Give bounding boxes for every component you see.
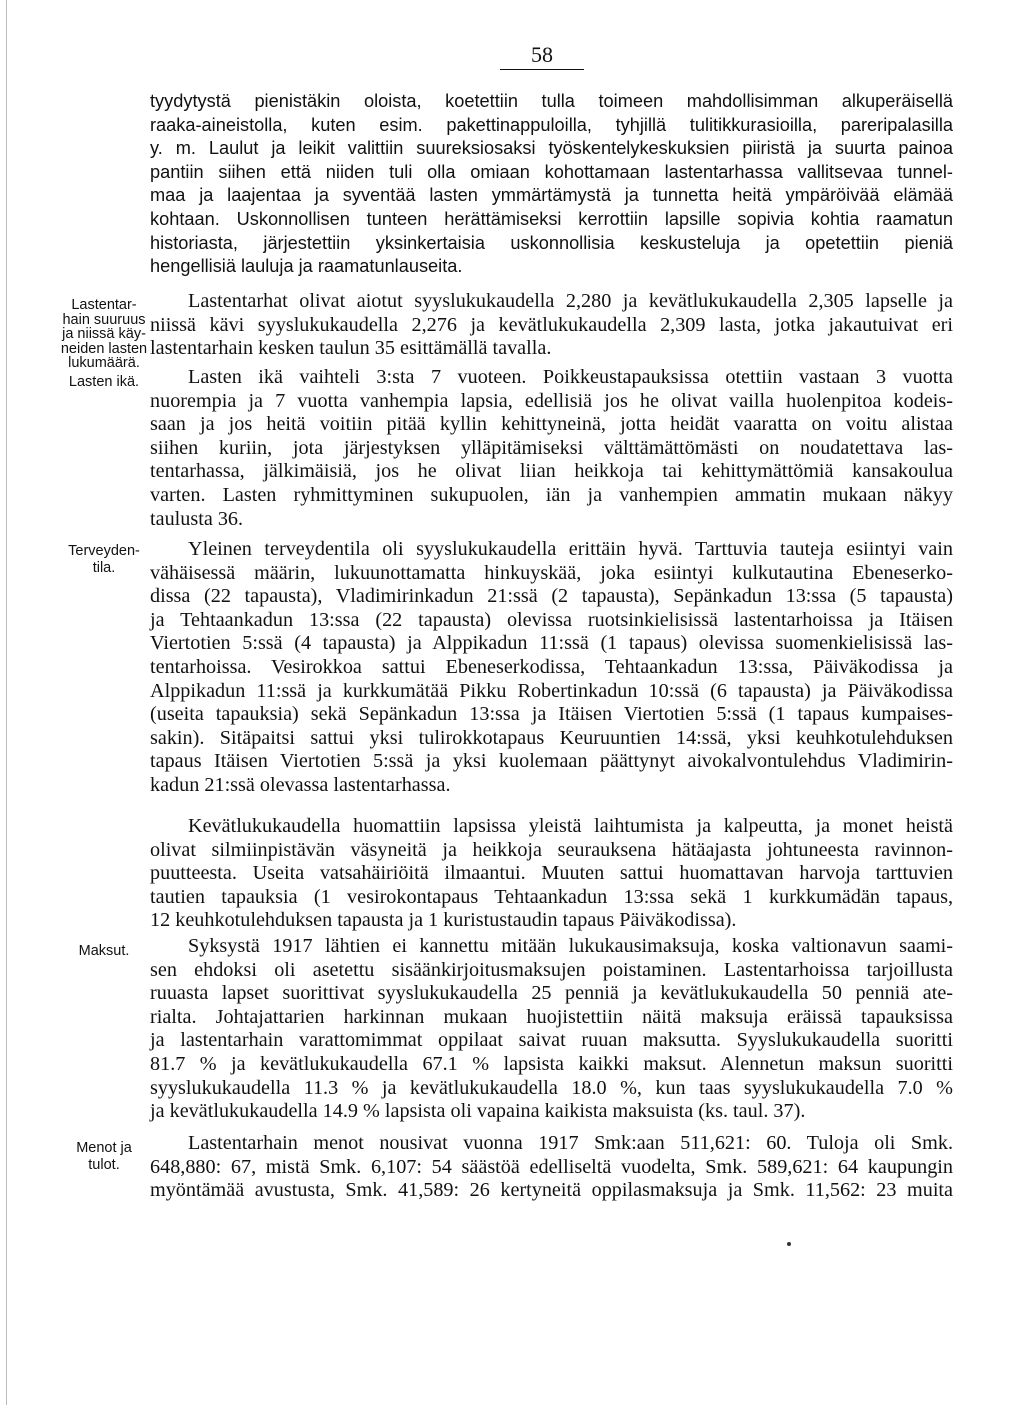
paragraph-expenses (150, 1132, 953, 1203)
text-line: myöntämää avustusta, Smk. 41,589: 26 kertyneitä oppilasmaksuja ja Smk. 11,562: 23 muita (150, 1179, 953, 1202)
paragraph-spring-health (150, 815, 953, 933)
text-line: niissä kävi syyslukukaudella 2,276 ja kevätlukukaudella 2,309 lasta, jotka jakautuivat eri (150, 313, 953, 336)
margin-note-line: lukumäärä. (68, 355, 140, 372)
text-line: rialta. Johtajattarien harkinnan mukaan huojistettiin näitä maksuja eräissä tapauksissa (150, 1005, 953, 1028)
paragraph-age (150, 366, 953, 531)
margin-note-maksut (54, 944, 154, 959)
text-line: Viertotien 5:ssä (4 tapausta) ja Alppikadun 11:ssä (1 tapaus) olevissa suomenkielisissä las- (150, 632, 953, 655)
text-line: raaka-aineistolla, kuten esim. pakettinappuloilla, tyhjillä tulitikkurasioilla, pareripalasilla (150, 114, 953, 135)
text-line: syyslukukaudella 11.3 % ja kevätlukukaudella 18.0 %, kun taas syyslukukaudella 7.0 % (150, 1076, 953, 1099)
text-line: varten. Lasten ryhmittyminen sukupuolen, iän ja vanhempien ammatin mukaan näkyy (150, 483, 953, 506)
margin-note-line: Terveyden- (68, 543, 140, 559)
text-line: maa ja laajentaa ja syventää lasten ymmärtämystä ja tunnetta heitä ympäröivää elämää (150, 185, 953, 206)
text-line: ja Tehtaankadun 13:ssa (22 tapausta) olevissa ruotsinkielisissä lastentarhoissa ja Itäisen (150, 608, 953, 631)
text-line: hengellisiä lauluja ja raamatunlauseita. (150, 256, 463, 277)
text-line: Yleinen terveydentila oli syyslukukaudella erittäin hyvä. Tarttuvia tauteja esiintyi vain (188, 538, 953, 560)
margin-note-line: Lastentar- (71, 297, 137, 313)
text-line: 12 keuhkotulehduksen tapausta ja 1 kuristustaudin tapaus Päiväkodissa). (150, 909, 737, 932)
margin-note-line: Lasten ikä. (68, 374, 140, 390)
page-edge-line (6, 0, 7, 1405)
margin-note-lastentarhain (54, 298, 154, 371)
page-number: 58 (500, 42, 584, 70)
text-line: tentarhassa, jälkimäisiä, jos he olivat liian heikkoja tai kehittymättömiä kansakoulua (150, 460, 953, 483)
text-line: saan ja jos heitä voitiin pitää kyllin kehittyneinä, jotta heidät vaaratta on voitu alistaa (150, 413, 953, 436)
text-line: 81.7 % ja kevätlukukaudella 67.1 % lapsista kaikki maksut. Alennetun maksun suoritti (150, 1052, 953, 1075)
text-line: Lastentarhain menot nousivat vuonna 1917 Smk:aan 511,621: 60. Tuloja oli Smk. (188, 1132, 953, 1154)
text-line: vähäisessä määrin, lukuunottamatta hinkuyskää, joka esiintyi kulkutautina Ebeneserko- (150, 561, 953, 584)
text-line: ja lastentarhain varattomimmat oppilaat saivat ruuan maksutta. Syyslukukaudella suoritti (150, 1029, 953, 1052)
paragraph-attendance (150, 290, 953, 361)
text-line: siihen kuriin, jota järjestyksen ylläpitämiseksi välttämättömästi on noudatettava las- (150, 436, 953, 459)
margin-note-line: hain suuruus (62, 311, 146, 328)
text-line: Lasten ikä vaihteli 3:sta 7 vuoteen. Poikkeustapauksissa otettiin vastaan 3 vuotta (188, 366, 953, 388)
text-line: y. m. Laulut ja leikit valittiin suureksiosaksi työskentelykeskuksien piiristä ja suurta painoa (150, 138, 953, 159)
paragraph-materials (150, 90, 953, 279)
text-line: tapaus Itäisen Viertotien 5:ssä ja yksi kuolemaan päättynyt aivokalvontulehdus Vladimirin- (150, 750, 953, 773)
margin-note-line: ja niissä käy- (62, 326, 146, 343)
text-line: taulusta 36. (150, 507, 244, 530)
text-line: lastentarhain kesken taulun 35 esittämällä tavalla. (150, 337, 552, 360)
text-line: puutteesta. Useita vatsahäiriöitä ilmaantui. Muuten sattui huomattavan harvoja tarttuvien (150, 862, 953, 885)
text-line: historiasta, järjestettiin yksinkertaisia uskonnollisia keskusteluja ja opetettiin pieniä (150, 232, 953, 253)
text-line: pantiin siihen että niiden tuli olla omiaan kohottamaan lastentarhassa vallitsevaa tunnel- (150, 161, 953, 182)
text-line: 648,880: 67, mistä Smk. 6,107: 54 säästöä edelliseltä vuodelta, Smk. 589,621: 64 kaupungin (150, 1155, 953, 1178)
text-line: olivat silmiinpistävän väsyneitä ja heikkoja seurauksena hätäajasta johtuneesta ravinnon- (150, 838, 953, 861)
text-line: tentarhoissa. Vesirokkoa sattui Ebeneserkodissa, Tehtaankadun 13:ssa, Päiväkodissa ja (150, 655, 953, 678)
text-line: Alppikadun 11:ssä ja kurkkumätää Pikku Robertinkadun 10:ssä (6 tapausta) ja Päiväkodissa (150, 679, 953, 702)
text-line: ja kevätlukukaudella 14.9 % lapsista oli vapaina kaikista maksuista (ks. taul. 37). (150, 1100, 806, 1123)
text-line: ruuasta lapset suorittivat syyslukukaudella 25 penniä ja kevätlukukaudella 50 penniä ate- (150, 982, 953, 1005)
text-line: dissa (22 tapausta), Vladimirinkadun 21:ssä (2 tapausta), Sepänkadun 13:ssa (5 tapausta) (150, 585, 953, 608)
paragraph-fees (150, 935, 953, 1124)
text-line: Syksystä 1917 lähtien ei kannettu mitään lukukausimaksuja, koska valtionavun saami- (188, 935, 953, 957)
text-line: tyydytystä pienistäkin oloista, koetettiin tulla toimeen mahdollisimman alkuperäisellä (150, 91, 953, 111)
text-line: sakin). Sitäpaitsi sattui yksi tulirokkotapaus Keuruuntien 14:ssä, yksi keuhkotulehduksen (150, 726, 953, 749)
ink-speck (787, 1242, 791, 1246)
paragraph-health (150, 538, 953, 798)
text-line: sen ehdoksi oli asetettu sisäänkirjoitusmaksujen poistaminen. Lastentarhoissa tarjoillusta (150, 958, 953, 981)
margin-note-terveydentila (54, 543, 154, 577)
margin-note-line: Menot ja (76, 1140, 132, 1156)
text-line: nuorempia ja 7 vuotta vanhempia lapsia, edellisiä jos he olivat vailla huolenpitoa kodeis- (150, 389, 953, 412)
text-line: Kevätlukukaudella huomattiin lapsissa yleistä laihtumista ja kalpeutta, ja monet heistä (188, 815, 953, 837)
text-line: Lastentarhat olivat aiotut syyslukukaudella 2,280 ja kevätlukukaudella 2,305 lapselle ja (188, 290, 953, 312)
text-line: tautien tapauksia (1 vesirokontapaus Tehtaankadun 13:ssa sekä 1 kurkkumädän tapaus, (150, 885, 953, 908)
margin-note-line: Maksut. (78, 943, 130, 959)
text-line: kadun 21:ssä olevassa lastentarhassa. (150, 773, 451, 796)
text-line: kohtaan. Uskonnollisen tunteen herättämiseksi kerrottiin lapsille sopivia kohtia raamatun (150, 208, 953, 229)
text-line: (useita tapauksia) sekä Sepänkadun 13:ssa ja Itäisen Viertotien 5:ssä (1 tapaus kumpaises- (150, 703, 953, 726)
margin-note-line: neiden lasten (60, 340, 148, 357)
margin-note-lasten-ika (54, 375, 154, 390)
margin-note-menot (54, 1140, 154, 1174)
margin-note-line: tulot. (88, 1157, 120, 1173)
margin-note-line: tila. (92, 560, 116, 576)
